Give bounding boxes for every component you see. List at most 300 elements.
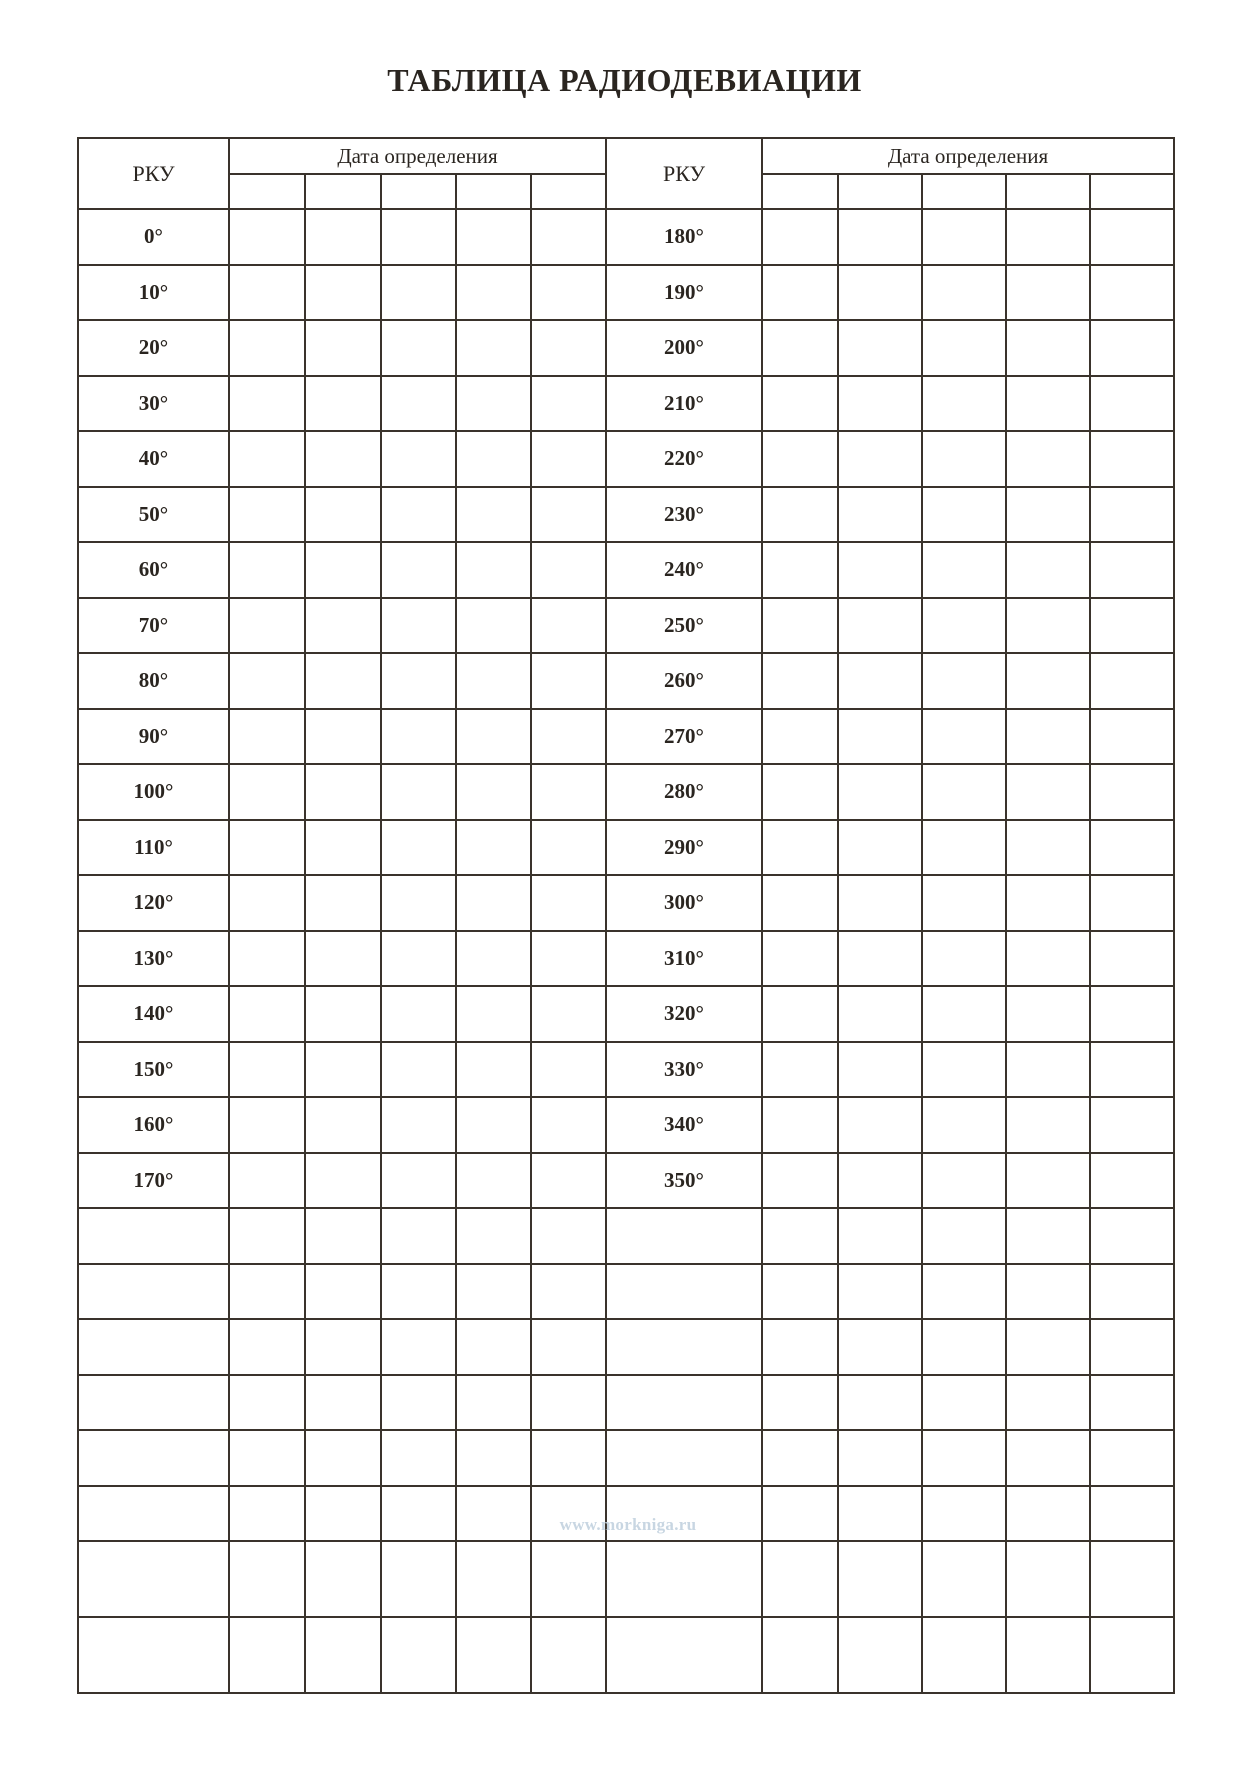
table-cell[interactable] [306,932,382,988]
table-cell[interactable] [457,932,532,988]
blank-label-cell[interactable] [607,1265,763,1321]
table-cell[interactable] [923,1043,1007,1099]
table-cell[interactable] [763,654,839,710]
table-cell[interactable] [532,987,607,1043]
table-cell[interactable] [532,599,607,655]
date-subheader-cell[interactable] [230,175,306,210]
table-cell[interactable] [382,765,457,821]
table-cell[interactable] [230,377,306,433]
table-cell[interactable] [1091,1542,1175,1618]
table-cell[interactable] [1007,1043,1091,1099]
table-cell[interactable] [230,543,306,599]
table-cell[interactable] [1091,1265,1175,1321]
table-cell[interactable] [532,1542,607,1618]
table-cell[interactable] [457,432,532,488]
table-cell[interactable] [1007,377,1091,433]
blank-label-cell[interactable] [607,1431,763,1487]
angle-label-right: 340° [607,1098,763,1154]
table-cell[interactable] [382,1431,457,1487]
table-cell[interactable] [230,432,306,488]
table-cell[interactable] [1007,710,1091,766]
date-subheader-cell[interactable] [923,175,1007,210]
table-cell[interactable] [230,876,306,932]
angle-label-left: 80° [79,654,230,710]
table-cell[interactable] [230,987,306,1043]
table-cell[interactable] [532,1265,607,1321]
table-cell[interactable] [923,377,1007,433]
table-cell[interactable] [532,266,607,322]
angle-label-right: 230° [607,488,763,544]
table-cell[interactable] [1007,765,1091,821]
table-cell[interactable] [1091,432,1175,488]
blank-label-cell[interactable] [607,1618,763,1694]
table-cell[interactable] [1007,488,1091,544]
blank-label-cell[interactable] [79,1376,230,1432]
table-cell[interactable] [382,321,457,377]
table-cell[interactable] [230,1618,306,1694]
table-cell[interactable] [306,654,382,710]
table-cell[interactable] [532,543,607,599]
table-cell[interactable] [532,1320,607,1376]
table-cell[interactable] [839,710,923,766]
page-title: ТАБЛИЦА РАДИОДЕВИАЦИИ [387,62,862,98]
table-cell[interactable] [1091,488,1175,544]
table-cell[interactable] [457,266,532,322]
table-cell[interactable] [1007,432,1091,488]
angle-label-right: 270° [607,710,763,766]
table-cell[interactable] [839,1209,923,1265]
table-cell[interactable] [1007,1431,1091,1487]
blank-label-cell[interactable] [79,1487,230,1543]
table-cell[interactable] [532,710,607,766]
angle-label-left: 70° [79,599,230,655]
table-cell[interactable] [457,987,532,1043]
date-header-right: Дата определения [763,139,1175,175]
table-cell[interactable] [306,1487,382,1543]
table-cell[interactable] [839,1618,923,1694]
table-cell[interactable] [923,488,1007,544]
table-cell[interactable] [457,210,532,266]
table-cell[interactable] [923,266,1007,322]
table-cell[interactable] [306,765,382,821]
table-cell[interactable] [382,987,457,1043]
table-cell[interactable] [306,1618,382,1694]
table-cell[interactable] [382,1320,457,1376]
table-cell[interactable] [382,876,457,932]
table-cell[interactable] [923,1376,1007,1432]
table-cell[interactable] [1091,1154,1175,1210]
table-cell[interactable] [382,432,457,488]
table-cell[interactable] [532,321,607,377]
table-cell[interactable] [839,1043,923,1099]
table-cell[interactable] [532,432,607,488]
table-cell[interactable] [306,432,382,488]
table-cell[interactable] [457,1542,532,1618]
table-cell[interactable] [230,210,306,266]
table-cell[interactable] [1007,1265,1091,1321]
table-cell[interactable] [532,1154,607,1210]
table-cell[interactable] [532,654,607,710]
table-cell[interactable] [306,1320,382,1376]
table-cell[interactable] [763,1209,839,1265]
table-cell[interactable] [457,1618,532,1694]
table-cell[interactable] [230,932,306,988]
table-cell[interactable] [839,932,923,988]
table-cell[interactable] [1007,821,1091,877]
table-cell[interactable] [763,876,839,932]
table-cell[interactable] [1007,1154,1091,1210]
table-cell[interactable] [839,654,923,710]
table-cell[interactable] [457,1209,532,1265]
table-cell[interactable] [382,1618,457,1694]
table-cell[interactable] [306,821,382,877]
table-cell[interactable] [763,821,839,877]
table-cell[interactable] [763,1376,839,1432]
table-cell[interactable] [1091,1487,1175,1543]
table-cell[interactable] [532,1043,607,1099]
table-cell[interactable] [839,987,923,1043]
table-cell[interactable] [382,1098,457,1154]
table-cell[interactable] [923,932,1007,988]
table-cell[interactable] [457,321,532,377]
blank-label-cell[interactable] [607,1320,763,1376]
table-cell[interactable] [382,1154,457,1210]
table-cell[interactable] [1007,321,1091,377]
table-cell[interactable] [763,932,839,988]
table-cell[interactable] [306,321,382,377]
table-cell[interactable] [230,321,306,377]
table-cell[interactable] [839,432,923,488]
table-cell[interactable] [230,1376,306,1432]
table-cell[interactable] [1091,1618,1175,1694]
table-cell[interactable] [457,765,532,821]
table-cell[interactable] [230,710,306,766]
table-cell[interactable] [1091,876,1175,932]
table-cell[interactable] [230,599,306,655]
rku-header-right: РКУ [607,139,763,210]
table-cell[interactable] [306,1098,382,1154]
blank-label-cell[interactable] [79,1618,230,1694]
blank-label-cell[interactable] [79,1209,230,1265]
table-cell[interactable] [306,488,382,544]
table-cell[interactable] [382,266,457,322]
table-cell[interactable] [306,599,382,655]
table-cell[interactable] [923,654,1007,710]
table-cell[interactable] [839,1542,923,1618]
blank-label-cell[interactable] [607,1376,763,1432]
table-cell[interactable] [1007,1487,1091,1543]
table-cell[interactable] [763,1043,839,1099]
table-cell[interactable] [532,1618,607,1694]
table-cell[interactable] [1091,321,1175,377]
table-cell[interactable] [457,488,532,544]
table-cell[interactable] [382,654,457,710]
table-cell[interactable] [306,377,382,433]
table-cell[interactable] [839,1098,923,1154]
table-cell[interactable] [1091,210,1175,266]
table-cell[interactable] [382,1209,457,1265]
table-cell[interactable] [1091,1431,1175,1487]
table-cell[interactable] [382,1265,457,1321]
table-cell[interactable] [839,321,923,377]
table-cell[interactable] [763,710,839,766]
table-cell[interactable] [306,266,382,322]
table-cell[interactable] [230,1209,306,1265]
table-cell[interactable] [230,1098,306,1154]
date-subheader-cell[interactable] [382,175,457,210]
table-cell[interactable] [1091,377,1175,433]
table-cell[interactable] [532,1376,607,1432]
table-cell[interactable] [1007,210,1091,266]
table-cell[interactable] [306,1431,382,1487]
angle-label-right: 330° [607,1043,763,1099]
table-cell[interactable] [1007,599,1091,655]
table-cell[interactable] [306,1265,382,1321]
table-cell[interactable] [457,377,532,433]
table-cell[interactable] [306,987,382,1043]
table-cell[interactable] [839,1265,923,1321]
table-cell[interactable] [763,1618,839,1694]
table-cell[interactable] [763,432,839,488]
table-cell[interactable] [1007,1320,1091,1376]
table-cell[interactable] [382,599,457,655]
table-cell[interactable] [839,1376,923,1432]
table-cell[interactable] [457,1431,532,1487]
table-cell[interactable] [923,210,1007,266]
table-cell[interactable] [1007,876,1091,932]
table-cell[interactable] [382,543,457,599]
table-cell[interactable] [457,1154,532,1210]
table-cell[interactable] [382,377,457,433]
table-cell[interactable] [763,987,839,1043]
table-cell[interactable] [532,488,607,544]
table-cell[interactable] [839,765,923,821]
table-cell[interactable] [306,543,382,599]
table-cell[interactable] [763,1154,839,1210]
blank-label-cell[interactable] [607,1542,763,1618]
table-cell[interactable] [923,543,1007,599]
date-subheader-cell[interactable] [1091,175,1175,210]
table-cell[interactable] [457,1376,532,1432]
angle-label-left: 20° [79,321,230,377]
table-cell[interactable] [923,765,1007,821]
angle-label-right: 210° [607,377,763,433]
table-cell[interactable] [1091,1320,1175,1376]
table-cell[interactable] [230,1320,306,1376]
table-cell[interactable] [532,821,607,877]
table-cell[interactable] [230,266,306,322]
table-cell[interactable] [382,821,457,877]
table-cell[interactable] [763,321,839,377]
table-cell[interactable] [923,821,1007,877]
table-cell[interactable] [306,1542,382,1618]
date-subheader-cell[interactable] [763,175,839,210]
table-cell[interactable] [230,1487,306,1543]
table-cell[interactable] [382,210,457,266]
table-cell[interactable] [923,1265,1007,1321]
table-cell[interactable] [457,599,532,655]
table-cell[interactable] [923,1618,1007,1694]
table-cell[interactable] [923,1154,1007,1210]
angle-label-left: 130° [79,932,230,988]
table-cell[interactable] [1007,932,1091,988]
angle-label-left: 60° [79,543,230,599]
table-cell[interactable] [532,1431,607,1487]
table-cell[interactable] [763,210,839,266]
table-cell[interactable] [923,1542,1007,1618]
table-cell[interactable] [1007,1376,1091,1432]
table-cell[interactable] [839,1320,923,1376]
blank-label-cell[interactable] [79,1542,230,1618]
table-cell[interactable] [306,1376,382,1432]
table-cell[interactable] [1091,266,1175,322]
table-cell[interactable] [763,1265,839,1321]
table-cell[interactable] [532,765,607,821]
table-cell[interactable] [230,488,306,544]
table-cell[interactable] [1007,1098,1091,1154]
table-cell[interactable] [306,710,382,766]
blank-label-cell[interactable] [79,1431,230,1487]
table-cell[interactable] [1091,987,1175,1043]
table-cell[interactable] [763,599,839,655]
table-cell[interactable] [382,1542,457,1618]
table-cell[interactable] [382,1043,457,1099]
table-cell[interactable] [763,543,839,599]
table-cell[interactable] [532,876,607,932]
table-cell[interactable] [1007,543,1091,599]
table-cell[interactable] [230,654,306,710]
table-cell[interactable] [839,821,923,877]
table-cell[interactable] [230,821,306,877]
table-cell[interactable] [457,876,532,932]
table-cell[interactable] [382,932,457,988]
table-cell[interactable] [1007,1618,1091,1694]
table-cell[interactable] [839,1487,923,1543]
table-cell[interactable] [532,932,607,988]
table-cell[interactable] [382,710,457,766]
table-cell[interactable] [1091,765,1175,821]
table-cell[interactable] [763,377,839,433]
table-cell[interactable] [1007,1542,1091,1618]
table-cell[interactable] [532,1209,607,1265]
table-cell[interactable] [230,1043,306,1099]
table-cell[interactable] [923,321,1007,377]
table-cell[interactable] [1007,1209,1091,1265]
table-cell[interactable] [923,1098,1007,1154]
table-cell[interactable] [1091,654,1175,710]
table-cell[interactable] [923,876,1007,932]
table-cell[interactable] [457,543,532,599]
table-cell[interactable] [457,1265,532,1321]
table-cell[interactable] [230,1431,306,1487]
table-cell[interactable] [306,876,382,932]
table-cell[interactable] [1091,543,1175,599]
table-cell[interactable] [763,1098,839,1154]
table-cell[interactable] [923,599,1007,655]
angle-label-right: 260° [607,654,763,710]
date-subheader-cell[interactable] [1007,175,1091,210]
table-cell[interactable] [839,210,923,266]
table-cell[interactable] [306,210,382,266]
angle-label-right: 200° [607,321,763,377]
table-cell[interactable] [1007,987,1091,1043]
date-subheader-cell[interactable] [839,175,923,210]
table-cell[interactable] [306,1043,382,1099]
table-cell[interactable] [457,1043,532,1099]
table-cell[interactable] [923,1487,1007,1543]
table-cell[interactable] [923,1320,1007,1376]
table-cell[interactable] [763,1542,839,1618]
table-cell[interactable] [457,821,532,877]
table-cell[interactable] [457,1487,532,1543]
table-cell[interactable] [839,599,923,655]
table-cell[interactable] [763,1320,839,1376]
date-subheader-cell[interactable] [532,175,607,210]
table-cell[interactable] [230,1265,306,1321]
table-cell[interactable] [532,377,607,433]
table-cell[interactable] [457,654,532,710]
table-cell[interactable] [382,1376,457,1432]
table-cell[interactable] [763,488,839,544]
table-cell[interactable] [230,1154,306,1210]
date-subheader-cell[interactable] [306,175,382,210]
table-cell[interactable] [382,1487,457,1543]
table-cell[interactable] [382,488,457,544]
table-cell[interactable] [457,710,532,766]
table-cell[interactable] [763,1487,839,1543]
table-cell[interactable] [1007,654,1091,710]
table-cell[interactable] [1091,932,1175,988]
table-cell[interactable] [306,1154,382,1210]
table-cell[interactable] [923,1209,1007,1265]
table-cell[interactable] [532,1098,607,1154]
blank-label-cell[interactable] [79,1320,230,1376]
table-cell[interactable] [839,543,923,599]
table-cell[interactable] [1091,1209,1175,1265]
table-cell[interactable] [457,1098,532,1154]
table-cell[interactable] [839,266,923,322]
table-cell[interactable] [839,1154,923,1210]
table-cell[interactable] [1091,1376,1175,1432]
table-cell[interactable] [839,377,923,433]
angle-label-left: 110° [79,821,230,877]
table-cell[interactable] [923,710,1007,766]
table-cell[interactable] [532,210,607,266]
table-cell[interactable] [839,488,923,544]
table-cell[interactable] [923,1431,1007,1487]
table-cell[interactable] [457,1320,532,1376]
table-cell[interactable] [230,765,306,821]
table-cell[interactable] [923,432,1007,488]
table-cell[interactable] [1091,1098,1175,1154]
table-cell[interactable] [923,987,1007,1043]
table-cell[interactable] [1091,710,1175,766]
date-subheader-cell[interactable] [457,175,532,210]
table-cell[interactable] [306,1209,382,1265]
table-cell[interactable] [1007,266,1091,322]
table-cell[interactable] [230,1542,306,1618]
table-cell[interactable] [1091,599,1175,655]
table-cell[interactable] [763,1431,839,1487]
table-cell[interactable] [1091,1043,1175,1099]
blank-label-cell[interactable] [79,1265,230,1321]
table-cell[interactable] [839,1431,923,1487]
table-cell[interactable] [839,876,923,932]
table-cell[interactable] [1091,821,1175,877]
table-cell[interactable] [763,765,839,821]
blank-label-cell[interactable] [607,1209,763,1265]
table-cell[interactable] [763,266,839,322]
